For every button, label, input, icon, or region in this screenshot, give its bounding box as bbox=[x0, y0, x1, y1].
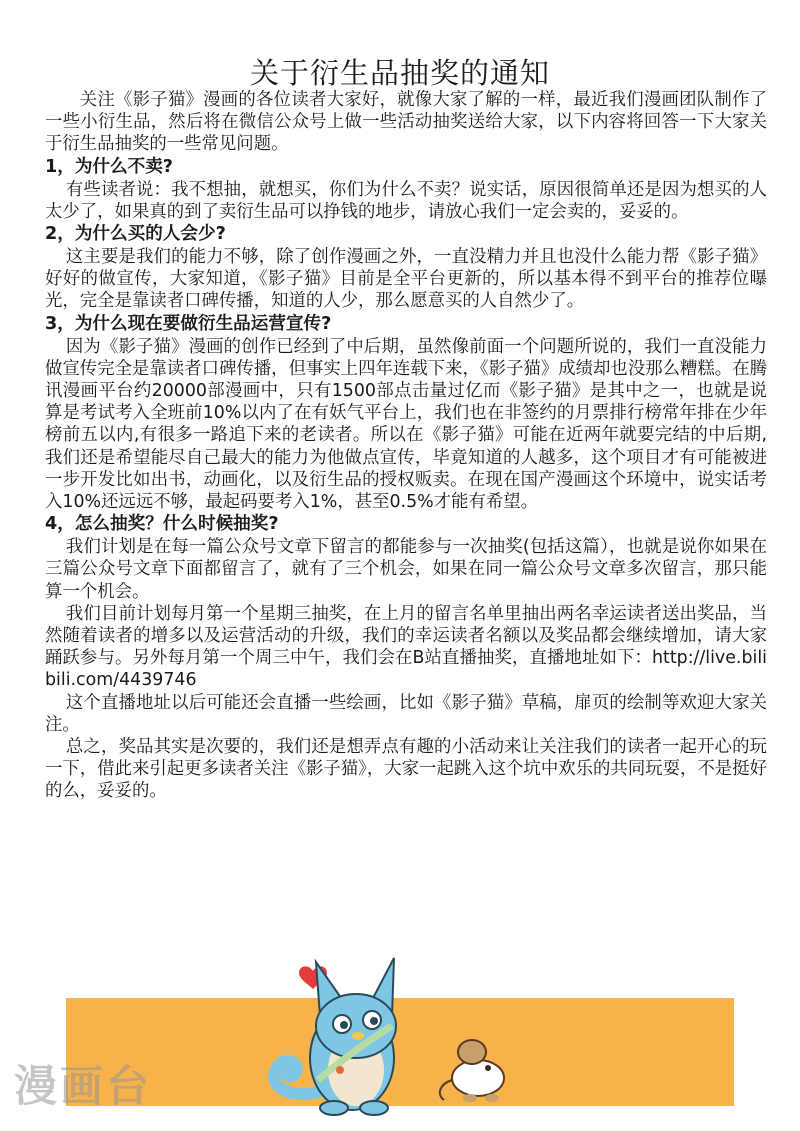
section-heading: 2，为什么买的人会少? bbox=[45, 224, 226, 245]
section-heading: 1，为什么不卖? bbox=[45, 156, 174, 177]
mouse-ear bbox=[458, 1040, 486, 1064]
section-heading: 3，为什么现在要做衍生品运营宣传? bbox=[45, 313, 332, 334]
section-heading: 4，怎么抽奖？什么时候抽奖? bbox=[45, 514, 279, 535]
section-paragraph: 我们计划是在每一篇公众号文章下留言的都能参与一次抽奖(包括这篇），也就是说你如果在三篇公众号文章下面都留言了，就有了三个机会，如果在同一篇公众号文章多次留言，那只能算一个机会。 bbox=[45, 537, 767, 602]
section-paragraph: 因为《影子猫》漫画的创作已经到了中后期，虽然像前面一个问题所说的，我们一直没能力做宣传完全是靠读者口碑传播，但事实上四年连载下来，《影子猫》成绩却也没那么糟糕。在腾讯漫画平台约20000部漫画中，只有1500部点击量过亿而《影子猫》是其中之一，也就是说算是考试考入全班前10%以内了在有妖气平台上，我们也在非签约的月票排行榜常年排在少年榜前五以内,有很多一路追下来的老读者。所以在《影子猫》可能在近两年就要完结的中后期,我们还是希望能尽自己最大的能力为他做点宣传，毕竟知道的人越多，这个项目才有可能被进一步开发比如出书，动画化，以及衍生品的授权贩卖。在现在国产漫画这个环境中，说实话考入10%还远远不够，最起码要考入1%，甚至0.5%才能有希望。 bbox=[45, 336, 767, 513]
intro-paragraph: 关注《影子猫》漫画的各位读者大家好，就像大家了解的一样，最近我们漫画团队制作了一些小衍生品，然后将在微信公众号上做一些活动抽奖送给大家，以下内容将回答一下大家关于衍生品抽奖的一些常见问题。 bbox=[45, 90, 767, 155]
orange-banner bbox=[66, 998, 734, 1106]
cat-nose bbox=[352, 1032, 364, 1040]
section-2 bbox=[45, 223, 767, 313]
section-1 bbox=[45, 156, 767, 223]
section-4 bbox=[45, 513, 767, 802]
section-paragraph: 这主要是我们的能力不够，除了创作漫画之外，一直没精力并且也没什么能力帮《影子猫》好好的做宣传，大家知道，《影子猫》目前是全平台更新的，所以基本得不到平台的推荐位曝光，完全是靠读者口碑传播，知道的人少，那么愿意买的人自然少了。 bbox=[45, 247, 767, 312]
section-3 bbox=[45, 313, 767, 514]
watermark-text: 漫画台 bbox=[14, 1062, 152, 1112]
mouse-body bbox=[452, 1060, 504, 1096]
page-title: 关于衍生品抽奖的通知 bbox=[249, 56, 550, 91]
section-paragraph: 我们目前计划每月第一个星期三抽奖，在上月的留言名单里抽出两名幸运读者送出奖品，当然随着读者的增多以及运营活动的升级，我们的幸运读者名额以及奖品都会继续增加，请大家踊跃参与。另外每月第一个周三中午，我们会在B站直播抽奖，直播地址如下：http://live.bilibili.com/4439746 bbox=[45, 603, 767, 691]
section-paragraph: 有些读者说：我不想抽，就想买，你们为什么不卖？说实话，原因很简单还是因为想买的人太少了，如果真的到了卖衍生品可以挣钱的地步，请放心我们一定会卖的，妥妥的。 bbox=[45, 179, 767, 222]
section-paragraph: 这个直播地址以后可能还会直播一些绘画，比如《影子猫》草稿，扉页的绘制等欢迎大家关注。 bbox=[45, 692, 767, 735]
notice-body bbox=[45, 89, 767, 803]
section-paragraph: 总之，奖品其实是次要的，我们还是想弄点有趣的小活动来让关注我们的读者一起开心的玩一下，借此来引起更多读者关注《影子猫》，大家一起跳入这个坑中欢乐的共同玩耍，不是挺好的么，妥妥的。 bbox=[45, 737, 767, 802]
